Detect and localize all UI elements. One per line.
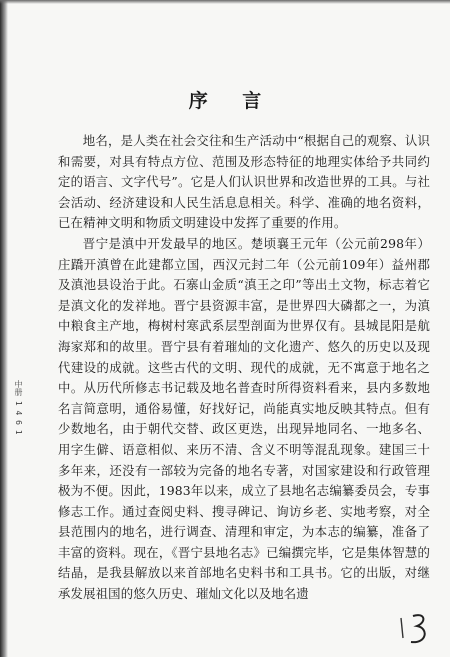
paragraph-1: 地名，是人类在社会交往和生产活动中“根据自己的观察、认识和需要，对具有特点方位、范围及形态特征的地理实体给予共同约定的语言、文字代号”。它是人们认识世界和改造世界的工具。与社会活动、经济建设和人民生活息息相关。科学、准确的地名资料，已在精神文明和物质文明建设中发挥了重要的作用。 [58,133,430,231]
handwritten-page-mark [395,608,435,648]
margin-note: 中册 1 4 6 1 [14,380,23,435]
paragraph-2: 晋宁是滇中开发最早的地区。楚顷襄王元年（公元前298年）庄蹻开滇曾在此建都立国，西汉元封二年（公元前109年）益州郡及滇池县设治于此。石寨山金质“滇王之印”等出土文物，标志着它是滇文化的发祥地。晋宁县资源丰富，是世界四大磷都之一，为滇中粮食主产地，梅树村寒武系层型剖面为世界仅有。县城昆阳是航海家郑和的故里。晋宁县有着璀灿的文化遗产、悠久的历史以及现代建设的成就。这些古代的文明、现代的成就，无不寓意于地名之中。从历代所修志书记载及地名普查时所得资料看来，县内多数地名言简意明，通俗易懂，好找好记，尚能真实地反映其特点。但有少数地名，由于朝代交替、政区更迭，出现异地同名、一地多名、用字生僻、语意相似、来历不清、含义不明等混乱现象。建国三十多年来，还没有一部较为完备的地名专著，对国家建设和行政管理极为不便。因此，1983年以来，成立了县地名志编纂委员会，专事修志工作。通过查阅史料、搜寻碑记、询访乡老、实地考察，对全县范围内的地名，进行调查、清理和审定，为本志的编纂，准备了丰富的资料。现在，《晋宁县地名志》已编撰完毕，它是集体智慧的结晶，是我县解放以来首部地名史料书和工具书。它的出版，对继承发展祖国的悠久历史、璀灿文化以及地名遗 [58,235,430,602]
page-title: 序 言 [188,90,276,112]
body-text [58,131,430,605]
scan-edge-top [0,0,450,4]
